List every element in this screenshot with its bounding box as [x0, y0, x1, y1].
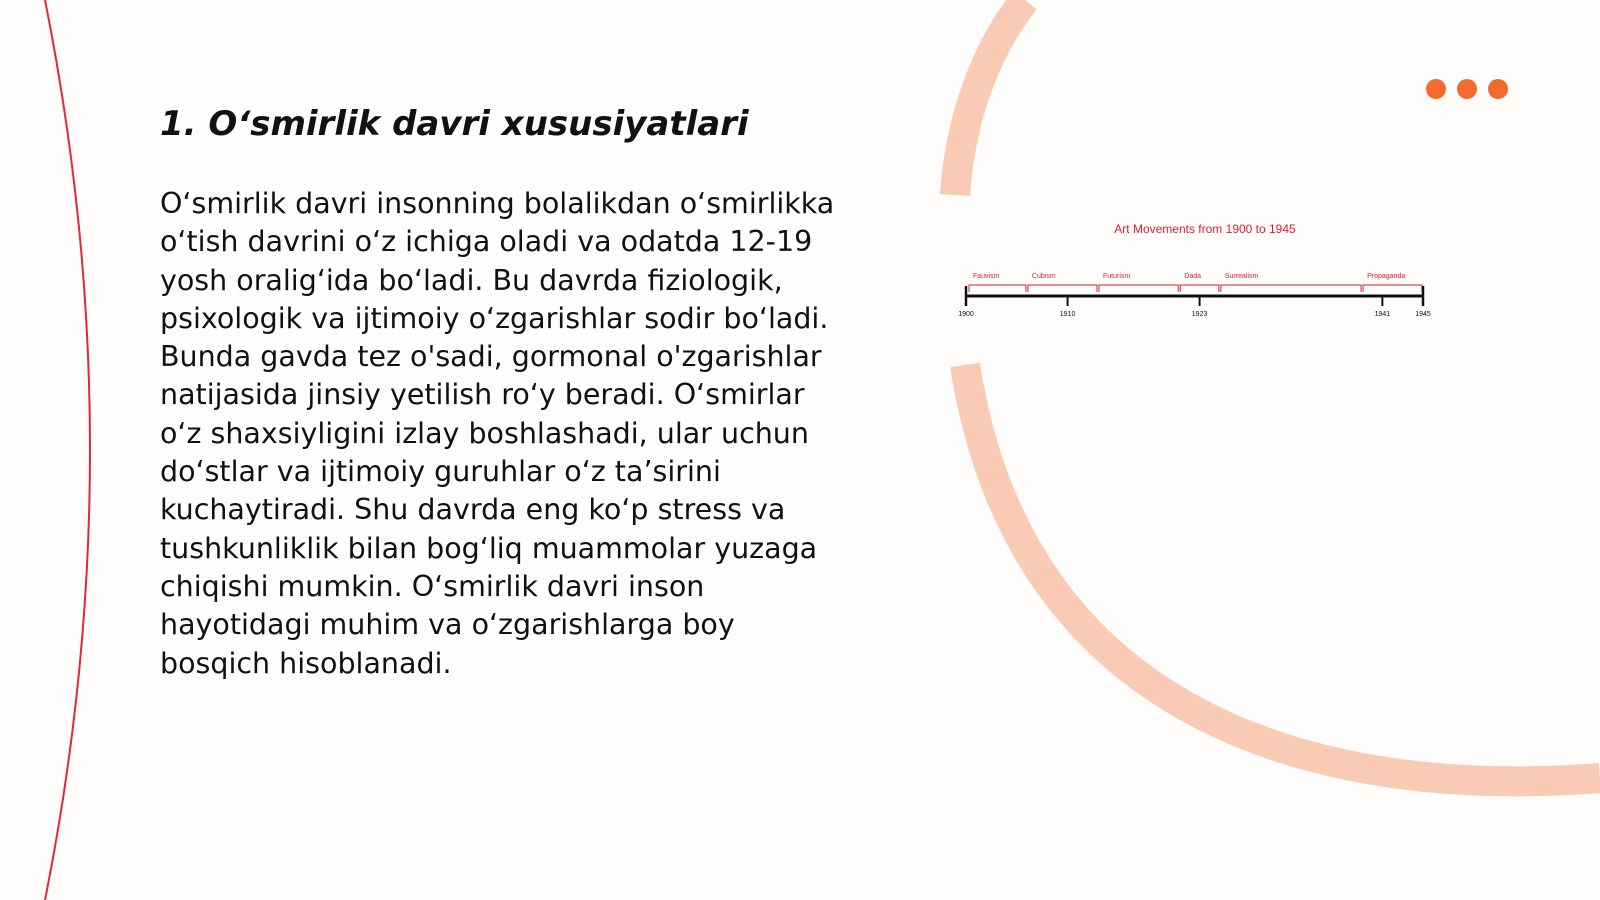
movement-label: Fauvism — [973, 273, 1000, 280]
slide-title: 1. O‘smirlik davri xususiyatlari — [160, 104, 749, 144]
movement-bracket — [1028, 285, 1097, 292]
dot-1 — [1426, 79, 1446, 99]
movement-label: Cubism — [1031, 273, 1056, 280]
movement-bracket — [1180, 285, 1219, 292]
art-movements-timeline — [950, 220, 1440, 330]
movement-label: Futurism — [1103, 273, 1131, 280]
timeline-title: Art Movements from 1900 to 1945 — [1114, 222, 1296, 236]
timeline-tick-label: 1941 — [1374, 311, 1391, 318]
movement-bracket — [1221, 285, 1361, 292]
movement-label: Propaganda — [1367, 273, 1406, 280]
dot-3 — [1488, 79, 1508, 99]
left-red-curve — [45, 0, 90, 900]
menu-dots-icon[interactable] — [1426, 79, 1508, 99]
timeline-tick-label: 1900 — [958, 311, 974, 318]
movement-label: Dada — [1184, 273, 1202, 280]
movement-bracket — [1363, 285, 1422, 292]
timeline-tick-label: 1945 — [1415, 311, 1431, 318]
timeline-tick-label: 1910 — [1059, 311, 1076, 318]
movement-label: Surrealism — [1224, 273, 1259, 280]
arc-lower — [965, 365, 1600, 781]
arc-upper — [955, 0, 1025, 195]
dot-2 — [1457, 79, 1477, 99]
timeline-tick-label: 1923 — [1191, 311, 1208, 318]
slide-body-text: O‘smirlik davri insonning bolalikdan o‘smirlikka o‘tish davrini o‘z ichiga oladi va odatda 12-19 yosh oralig‘ida bo‘ladi. Bu davrda fiziologik, psixologik va ijtimoiy o‘zgarishlar sodir bo‘ladi. Bunda gavda tez o'sadi, gormonal o'zgarishlar natijasida jinsiy yetilish ro‘y beradi. O‘smirlar o‘z shaxsiyligini izlay boshlashadi, ular uchun do‘stlar va ijtimoiy guruhlar o‘z ta’sirini kuchaytiradi. Shu davrda eng ko‘p stress va tushkunliklik bilan bog‘liq muammolar yuzaga chiqishi mumkin. O‘smirlik davri inson hayotidagi muhim va o‘zgarishlarga boy bosqich hisoblanadi. — [160, 187, 835, 680]
movement-bracket — [1099, 285, 1178, 292]
movement-bracket — [969, 285, 1026, 292]
